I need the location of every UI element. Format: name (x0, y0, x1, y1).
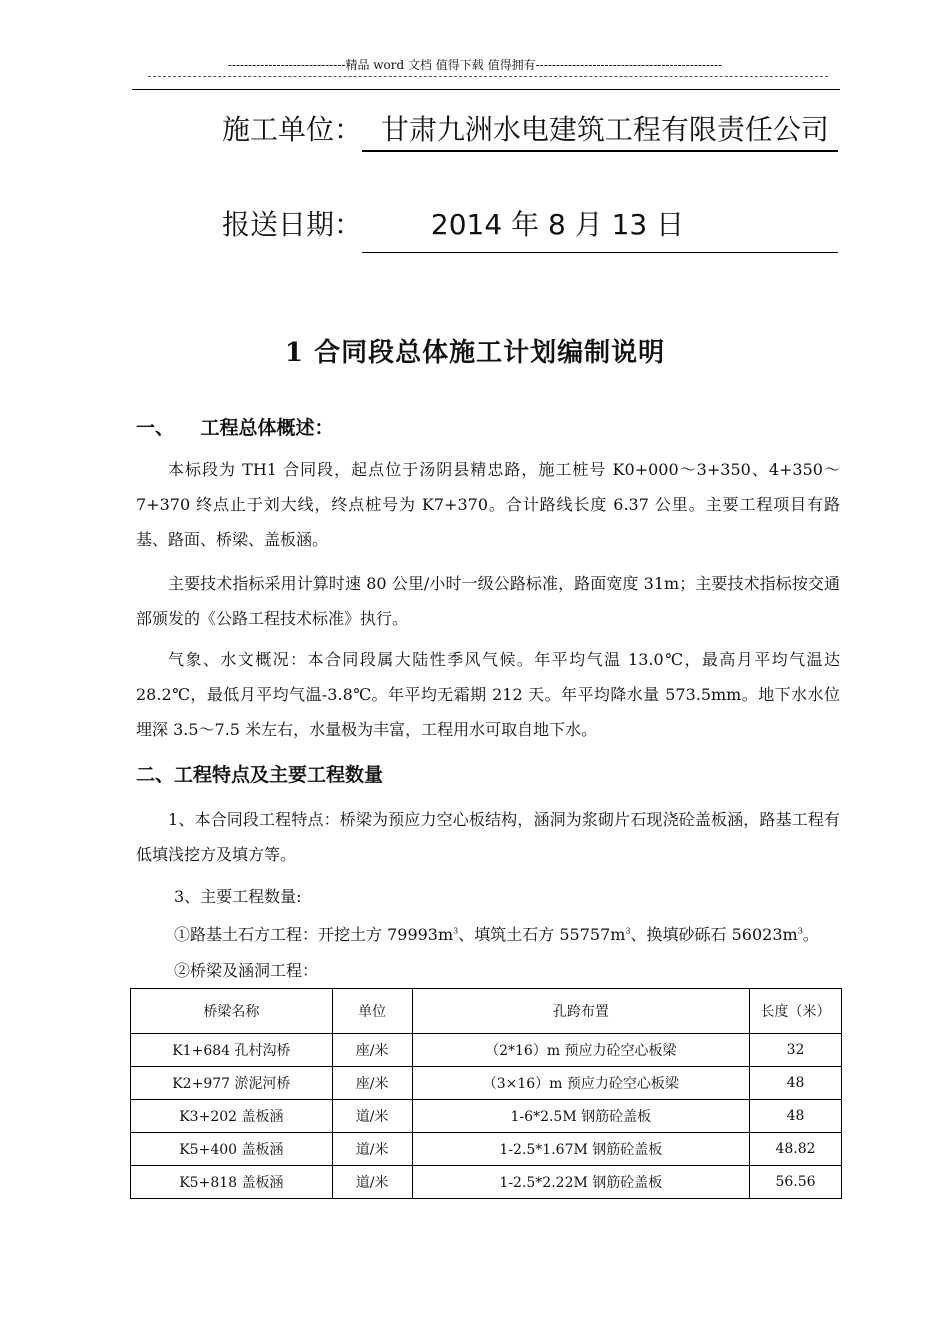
cell-length: 56.56 (750, 1166, 842, 1199)
report-date-value: 2014 年 8 月 13 日 (430, 208, 685, 241)
cell-unit: 座/米 (332, 1034, 412, 1067)
construction-unit-underline (362, 150, 838, 152)
cell-length: 48 (750, 1100, 842, 1133)
cell-name: K5+400 盖板涵 (131, 1133, 333, 1166)
cell-name: K1+684 孔村沟桥 (131, 1034, 333, 1067)
table-header-row (131, 989, 842, 1034)
header-span-layout: 孔跨布置 (412, 989, 749, 1034)
cell-name: K2+977 淤泥河桥 (131, 1067, 333, 1100)
earthwork-end-mark: 。 (802, 925, 819, 944)
header-unit: 单位 (332, 989, 412, 1034)
cell-length: 32 (750, 1034, 842, 1067)
section-1-heading: 一、 工程总体概述： (136, 417, 334, 439)
section-1-paragraph-1: 本标段为 TH1 合同段，起点位于汤阴县精忠路，施工桩号 K0+000～3+350、4+350～7+370 终点止于刘大线，终点桩号为 K7+370。合计路线长度 6.37 公里。主要工程项目有路基、路面、桥梁、盖板涵。 (136, 460, 840, 549)
report-date-underline (362, 252, 838, 253)
cubic-superscript-3: 3 (797, 926, 803, 936)
table-row (131, 1166, 842, 1199)
cell-length: 48 (750, 1067, 842, 1100)
cell-unit: 座/米 (332, 1067, 412, 1100)
bridges-table (130, 988, 842, 1199)
construction-unit-value: 甘肃九洲水电建筑工程有限责任公司 (380, 113, 829, 146)
cell-name: K5+818 盖板涵 (131, 1166, 333, 1199)
cell-unit: 道/米 (332, 1100, 412, 1133)
section-2-paragraph-1: 1、本合同段工程特点：桥梁为预应力空心板结构，涵洞为浆砌片石现浇砼盖板涵，路基工程有低填浅挖方及填方等。 (136, 810, 840, 864)
cubic-superscript-2: 3 (625, 926, 631, 936)
construction-unit-field (222, 108, 829, 148)
section-1-paragraph-3: 气象、水文概况：本合同段属大陆性季风气候。年平均气温 13.0℃，最高月平均气温达 28.2℃，最低月平均气温-3.8℃。年平均无霜期 212 天。年平均降水量 573.5mm。地下水水位埋深 3.5～7.5 米左右，水量极为丰富，工程用水可取自地下水。 (136, 650, 840, 739)
header-solid-rule (132, 89, 840, 90)
section-2-heading: 二、工程特点及主要工程数量 (136, 764, 384, 786)
cell-unit: 道/米 (332, 1133, 412, 1166)
cell-unit: 道/米 (332, 1166, 412, 1199)
construction-unit-label: 施工单位： (222, 113, 363, 146)
header-dashed-rule (148, 76, 828, 77)
earthwork-excavation: ①路基土石方工程：开挖土方 79993m (174, 925, 454, 944)
section-1-paragraph-2: 主要技术指标采用计算时速 80 公里/小时一级公路标准，路面宽度 31m；主要技术指标按交通部颁发的《公路工程技术标准》执行。 (136, 574, 840, 628)
main-quantities-label: 3、主要工程数量: (174, 887, 302, 906)
cubic-superscript-1: 3 (453, 926, 459, 936)
cell-span: 1-2.5*1.67M 钢筋砼盖板 (412, 1133, 749, 1166)
table-row (131, 1034, 842, 1067)
cell-span: 1-6*2.5M 钢筋砼盖板 (412, 1100, 749, 1133)
report-date-field (222, 203, 684, 243)
report-date-label: 报送日期： (222, 208, 363, 241)
bridges-culverts-label: ②桥梁及涵洞工程： (174, 961, 319, 980)
page-header-banner: -----------------------------精品 word 文档 值得下载 值得拥有---------------------------------------------- (227, 58, 723, 72)
cell-name: K3+202 盖板涵 (131, 1100, 333, 1133)
table-row (131, 1133, 842, 1166)
cell-length: 48.82 (750, 1133, 842, 1166)
earthwork-gravel-replacement: 、换填砂砾石 56023m (630, 925, 798, 944)
document-title: 1 合同段总体施工计划编制说明 (284, 338, 666, 368)
cell-span: （3×16）m 预应力砼空心板梁 (412, 1067, 749, 1100)
header-length: 长度（米） (750, 989, 842, 1034)
header-bridge-name: 桥梁名称 (131, 989, 333, 1034)
earthwork-quantities (174, 922, 819, 945)
cell-span: 1-2.5*2.22M 钢筋砼盖板 (412, 1166, 749, 1199)
earthwork-fill: 、填筑土石方 55757m (458, 925, 626, 944)
table-row (131, 1100, 842, 1133)
table-row (131, 1067, 842, 1100)
cell-span: （2*16）m 预应力砼空心板梁 (412, 1034, 749, 1067)
